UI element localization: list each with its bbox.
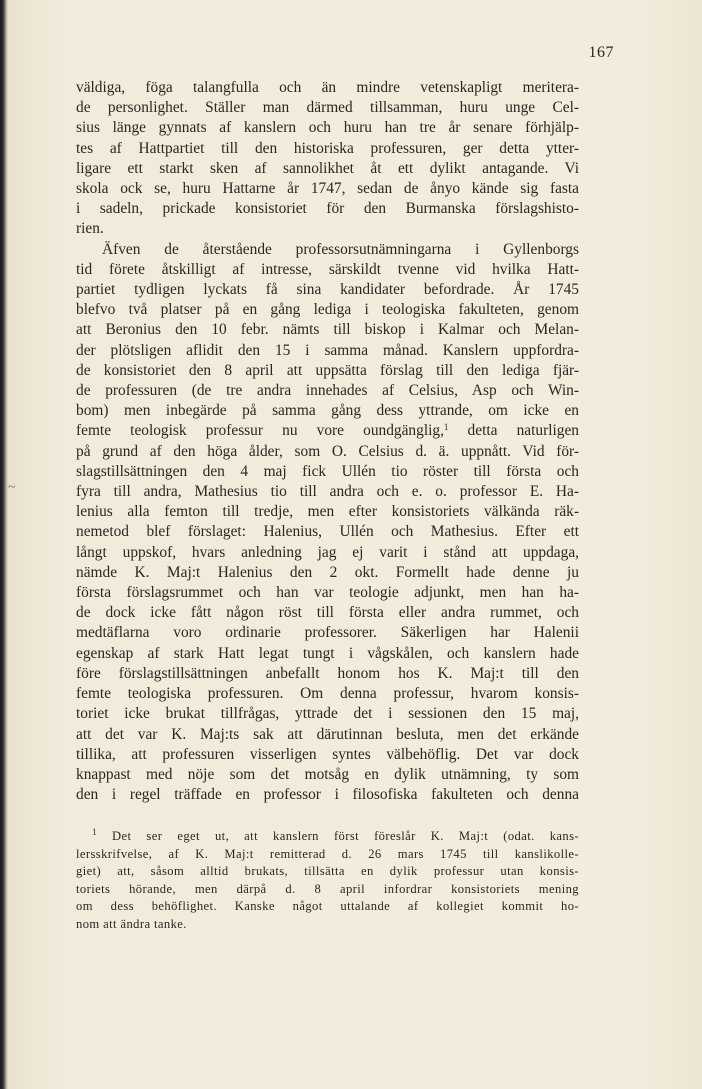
text-line: väldiga, föga talangfulla och än mindre vetenskapligt meritera- <box>76 79 579 96</box>
text-line-with-note <box>76 421 579 441</box>
margin-mark: ~ <box>8 480 16 495</box>
text-line: fyra till andra, Mathesius tio till andra och e. o. professor E. Ha- <box>76 483 579 501</box>
text-line: de personlighet. Ställer man därmed tillsamman, huru unge Cel- <box>76 99 579 117</box>
text-line: femte teologiska professuren. Om denna professur, hvarom konsis- <box>76 685 579 703</box>
text-line: tid förete åtskilligt af intresse, särskildt tvenne vid hvilka Hatt- <box>76 260 579 278</box>
text-line: första förslagsrummet och han var teologie adjunkt, men han ha- <box>76 584 579 602</box>
text-line: tes af Hattpartiet till den historiska professuren, ger detta ytter- <box>76 139 579 157</box>
text-fragment: femte teologisk professur nu vore oundgänglig, <box>76 422 444 440</box>
text-line: toriet icke brukat tillfrågas, yttrade det i sessionen den 15 maj, <box>76 705 579 723</box>
text-line: skola ock se, huru Hattarne år 1747, sedan de ånyo kände sig fasta <box>76 180 579 198</box>
text-line: tillika, att professuren visserligen syntes välbehöflig. Det var dock <box>76 745 579 763</box>
text-line: de dock icke fått någon röst till första eller andra rummet, och <box>76 604 579 622</box>
text-line: Äfven de återstående professorsutnämningarna i Gyllenborgs <box>102 240 579 258</box>
footnote-reference[interactable]: 1 <box>443 422 449 433</box>
text-line: egenskap af stark Hatt legat tungt i vågskålen, och kanslern hade <box>76 644 579 662</box>
text-line: der plötsligen aflidit den 15 i samma månad. Kanslern uppfordra- <box>76 341 579 359</box>
text-line: de konsistoriet den 8 april att uppsätta förslag till den lediga fjär- <box>76 361 579 379</box>
text-line: de professuren (de tre andra innehades af Celsius, Asp och Win- <box>76 382 579 400</box>
text-line: före förslagstillsättningen anbefallt honom hos K. Maj:t till den <box>76 664 579 682</box>
footnote-line: giet) att, såsom alltid brukats, tillsätta en dylik professur utan konsis- <box>76 864 579 879</box>
text-line: blefvo två platser på en gång lediga i teologiska fakulteten, genom <box>76 301 579 319</box>
footnote-line: nom att ändra tanke. <box>76 916 187 931</box>
book-spine-shadow <box>0 0 8 1089</box>
text-line: den i regel träffade en professor i filosofiska fakulteten och denna <box>76 786 579 804</box>
text-line: sius länge gynnats af kanslern och huru han tre år senare förhjälp- <box>76 119 579 137</box>
text-line: att det var K. Maj:ts sak att därutinnan besluta, men det erkände <box>76 725 579 743</box>
text-line: nemetod blef förslaget: Halenius, Ullén och Mathesius. Efter ett <box>76 523 579 541</box>
footnote-line: toriets hörande, men därpå d. 8 april infordrar konsistoriets mening <box>76 881 579 896</box>
text-line: knappast med nöje som det motsåg en dylik utnämning, ty som <box>76 765 579 783</box>
page-number: 167 <box>588 44 614 61</box>
text-line: partiet tydligen lyckats få sina kandidater befordrade. År 1745 <box>76 281 579 299</box>
footnote-line: lersskrifvelse, af K. Maj:t remitterad d. 26 mars 1745 till kanslikolle- <box>76 846 579 861</box>
text-line: rien. <box>76 220 104 238</box>
text-line: att Beronius den 10 febr. nämts till biskop i Kalmar och Melan- <box>76 321 579 339</box>
text-line: slagstillsättningen den 4 maj fick Ullén tio röster till första och <box>76 462 579 480</box>
text-line: långt uppskof, hvars anledning jag ej varit i stånd att uppdaga, <box>76 543 579 561</box>
text-line: ligare ett starkt sken af sannolikhet åt ett dylikt antagande. Vi <box>76 159 579 177</box>
text-fragment: detta naturligen <box>448 422 579 440</box>
text-line: nämde K. Maj:t Halenius den 2 okt. Formellt hade denne ju <box>76 563 579 581</box>
text-line: medtäflarna voro ordinarie professorer. Säkerligen har Halenii <box>76 624 579 642</box>
text-line: på grund af den höga ålder, som O. Celsius d. ä. uppnått. Vid för- <box>76 442 579 460</box>
footnote <box>76 828 579 934</box>
footnote-marker: 1 <box>92 827 97 837</box>
text-line: i sadeln, prickade konsistoriet för den Burmanska förslagshisto- <box>76 200 579 218</box>
footnote-line <box>76 828 579 846</box>
footnote-line: om dess behöflighet. Kanske något uttalande af kollegiet kommit ho- <box>76 899 579 914</box>
text-fragment: Det ser eget ut, att kanslern först föreslår K. Maj:t (odat. kans- <box>96 829 579 843</box>
main-text <box>76 78 579 805</box>
text-line: bom) men inbegärde på samma gång dess yttrande, om icke en <box>76 402 579 420</box>
text-line: lenius alla femton till tredje, men efter konsistoriets välkända räk- <box>76 503 579 521</box>
